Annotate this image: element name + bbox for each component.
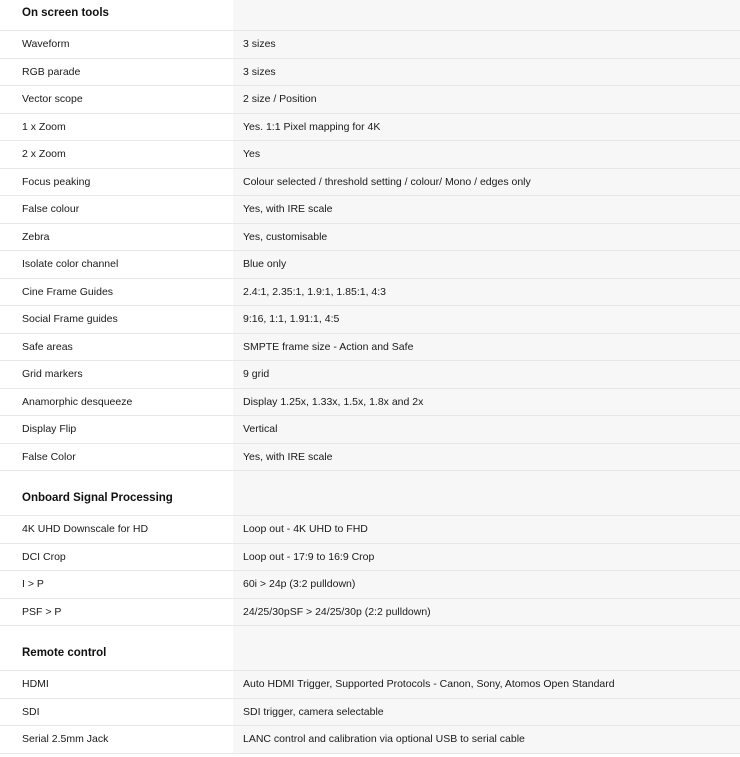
spec-label: Waveform — [0, 31, 233, 58]
table-row — [0, 544, 740, 572]
table-row — [0, 59, 740, 87]
table-row — [0, 196, 740, 224]
spec-label: 4K UHD Downscale for HD — [0, 516, 233, 543]
spec-value: SMPTE frame size - Action and Safe — [233, 334, 740, 361]
spec-value: Loop out - 17:9 to 16:9 Crop — [233, 544, 740, 571]
section-title: Onboard Signal Processing — [0, 471, 233, 515]
spec-label: DCI Crop — [0, 544, 233, 571]
spec-label: RGB parade — [0, 59, 233, 86]
spec-value: Auto HDMI Trigger, Supported Protocols - Canon, Sony, Atomos Open Standard — [233, 671, 740, 698]
spec-value: Yes, with IRE scale — [233, 196, 740, 223]
spec-value: 24/25/30pSF > 24/25/30p (2:2 pulldown) — [233, 599, 740, 626]
table-row — [0, 169, 740, 197]
spec-label: I > P — [0, 571, 233, 598]
spec-value: 60i > 24p (3:2 pulldown) — [233, 571, 740, 598]
section-title: On screen tools — [0, 0, 233, 30]
section-header-filler — [233, 626, 740, 670]
table-row — [0, 389, 740, 417]
spec-value: 9:16, 1:1, 1.91:1, 4:5 — [233, 306, 740, 333]
spec-label: Cine Frame Guides — [0, 279, 233, 306]
section-onboard-signal-processing — [0, 471, 740, 626]
table-row — [0, 224, 740, 252]
table-row — [0, 571, 740, 599]
spec-label: Serial 2.5mm Jack — [0, 726, 233, 753]
spec-value: Colour selected / threshold setting / colour/ Mono / edges only — [233, 169, 740, 196]
table-row — [0, 86, 740, 114]
section-header-filler — [233, 471, 740, 515]
spec-value: Yes. 1:1 Pixel mapping for 4K — [233, 114, 740, 141]
spec-value: LANC control and calibration via optional USB to serial cable — [233, 726, 740, 753]
spec-value: Yes, with IRE scale — [233, 444, 740, 471]
spec-value: 3 sizes — [233, 59, 740, 86]
section-header-filler — [233, 0, 740, 30]
spec-label: Grid markers — [0, 361, 233, 388]
spec-value: 2 size / Position — [233, 86, 740, 113]
table-row — [0, 444, 740, 472]
table-row — [0, 141, 740, 169]
table-row — [0, 31, 740, 59]
table-row — [0, 671, 740, 699]
table-row — [0, 251, 740, 279]
spec-label: Vector scope — [0, 86, 233, 113]
table-row — [0, 334, 740, 362]
section-header — [0, 0, 740, 31]
spec-label: Display Flip — [0, 416, 233, 443]
spec-value: 9 grid — [233, 361, 740, 388]
spec-value: Yes — [233, 141, 740, 168]
spec-label: PSF > P — [0, 599, 233, 626]
table-row — [0, 726, 740, 754]
section-remote-control — [0, 626, 740, 754]
spec-label: False colour — [0, 196, 233, 223]
table-row — [0, 306, 740, 334]
table-row — [0, 699, 740, 727]
table-row — [0, 416, 740, 444]
section-header — [0, 626, 740, 671]
table-row — [0, 599, 740, 627]
spec-label: Safe areas — [0, 334, 233, 361]
spec-value: 3 sizes — [233, 31, 740, 58]
spec-label: 2 x Zoom — [0, 141, 233, 168]
table-row — [0, 114, 740, 142]
spec-label: Isolate color channel — [0, 251, 233, 278]
section-header — [0, 471, 740, 516]
spec-label: 1 x Zoom — [0, 114, 233, 141]
spec-value: 2.4:1, 2.35:1, 1.9:1, 1.85:1, 4:3 — [233, 279, 740, 306]
spec-label: Social Frame guides — [0, 306, 233, 333]
spec-label: HDMI — [0, 671, 233, 698]
table-row — [0, 279, 740, 307]
section-title: Remote control — [0, 626, 233, 670]
spec-value: Loop out - 4K UHD to FHD — [233, 516, 740, 543]
spec-label: Anamorphic desqueeze — [0, 389, 233, 416]
spec-value: Yes, customisable — [233, 224, 740, 251]
table-row — [0, 516, 740, 544]
spec-label: False Color — [0, 444, 233, 471]
table-row — [0, 361, 740, 389]
spec-value: SDI trigger, camera selectable — [233, 699, 740, 726]
spec-value: Vertical — [233, 416, 740, 443]
spec-value: Blue only — [233, 251, 740, 278]
spec-value: Display 1.25x, 1.33x, 1.5x, 1.8x and 2x — [233, 389, 740, 416]
spec-label: Zebra — [0, 224, 233, 251]
spec-label: Focus peaking — [0, 169, 233, 196]
spec-label: SDI — [0, 699, 233, 726]
